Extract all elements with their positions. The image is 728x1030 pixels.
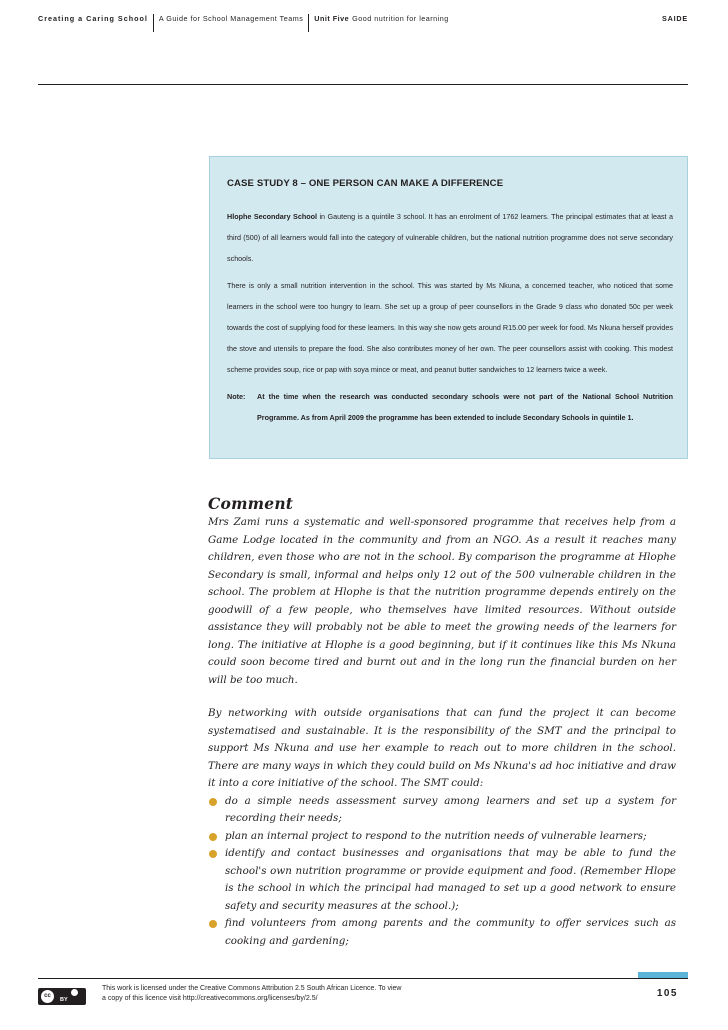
creative-commons-icon: [38, 988, 86, 1005]
licence-line: a copy of this licence visit http://creativecommons.org/licenses/by/2.5/: [102, 995, 318, 1002]
page-footer: [38, 978, 688, 1020]
comment-heading: Comment: [208, 494, 294, 513]
licence-notice: [102, 984, 401, 1004]
comment-paragraph: Mrs Zami runs a systematic and well-sponsored programme that receives help from a Game Lodge located in the community and from an NGO. As a result it reaches many children, even those who are not in the school. By comparison the programme at Hlophe Secondary is small, informal and helps only 12 out of the 500 vulnerable children in the school. The problem at Hlophe is that the nutrition programme depends entirely on the goodwill of a few people, who themselves have limited resources. Without outside assistance they will probably not be able to meet the growing needs of the learners for long. The initiative at Hlophe is a good beginning, but if it continues like this Ms Nkuna could soon become tired and burnt out and in the long run the financial burden on her will be too much.: [208, 516, 676, 686]
header-separator: [308, 14, 309, 32]
bullet-icon: [209, 833, 217, 841]
list-item-text: do a simple needs assessment survey among learners and set up a system for recording their needs;: [225, 794, 676, 824]
bullet-icon: [209, 798, 217, 806]
cc-icon: cc: [41, 990, 54, 1003]
header-rule: [38, 84, 688, 85]
running-header: [38, 14, 688, 34]
bullet-icon: [209, 850, 217, 858]
list-item-text: plan an internal project to respond to the nutrition needs of vulnerable learners;: [225, 829, 647, 842]
list-item-text: identify and contact businesses and organisations that may be able to fund the school's own nutrition programme or provide equipment and food. (Remember Hlope is the school in which the principal had managed to set up a good network to ensure safety and security measures at the school.);: [225, 847, 676, 912]
case-study-paragraph: There is only a small nutrition intervention in the school. This was started by Ms Nkuna, a concerned teacher, who noticed that some learners in the school were too hungry to learn. She set up a group of peer counsellors in the Grade 9 class who donated 50c per week towards the cost of supplying food for these learners. In this way she now gets around R15.00 per week for food. Ms Nkuna herself provides the stove and utensils to prepare the food. She also contributes money of her own. The peer counsellors assist with cooking. This modest scheme provides soup, rice or pap with soya mince or meat, and peanut butter sandwiches to 12 learners twice a week.: [227, 281, 673, 374]
by-icon: BY: [60, 997, 68, 1003]
smt-actions-list: [208, 793, 676, 951]
note-text: At the time when the research was conducted secondary schools were not part of the National School Nutrition Programme. As from April 2009 the programme has been extended to include Secondary Schools in quintile 1.: [257, 392, 673, 422]
list-item-text: find volunteers from among parents and the community to offer services such as cooking and gardening;: [225, 917, 676, 947]
footer-rule: [38, 978, 688, 979]
licence-line: This work is licensed under the Creative Commons Attribution 2.5 South African Licence. To view: [102, 985, 402, 992]
list-item: [208, 793, 676, 828]
list-item: [208, 845, 676, 915]
series-title: Creating a Caring School: [38, 14, 148, 23]
case-study-note: [227, 386, 673, 428]
comment-paragraph: By networking with outside organisations that can fund the project it can become systematised and sustainable. It is the responsibility of the SMT and the principal to support Ms Nkuna and use her example to reach out to more children in the school. There are many ways in which they could build on Ms Nkuna's ad hoc initiative and draw it into a core initiative of the school. The SMT could:: [208, 707, 676, 789]
case-study-box: [209, 156, 688, 459]
bullet-icon: [209, 920, 217, 928]
page-number-tab: [638, 972, 688, 978]
unit-title: Good nutrition for learning: [352, 14, 449, 23]
guide-title: A Guide for School Management Teams: [158, 14, 304, 23]
brand-name: SAIDE: [662, 14, 688, 23]
case-study-title: CASE STUDY 8 – ONE PERSON CAN MAKE A DIFFERENCE: [227, 178, 504, 189]
case-study-paragraph: [227, 206, 673, 269]
note-label: Note:: [227, 392, 246, 401]
person-icon: [71, 989, 78, 996]
comment-section: [208, 494, 676, 950]
unit-label: Unit Five: [314, 14, 350, 23]
list-item: [208, 915, 676, 950]
page-number: 105: [656, 988, 678, 999]
header-separator: [153, 14, 154, 32]
school-name: Hlophe Secondary School: [227, 212, 317, 221]
list-item: [208, 828, 676, 846]
case-study-text: in Gauteng is a quintile 3 school. It has an enrolment of 1762 learners. The principal estimates that at least a third (500) of all learners would fall into the category of vulnerable children, but the national nutrition programme does not serve secondary schools.: [227, 212, 673, 263]
